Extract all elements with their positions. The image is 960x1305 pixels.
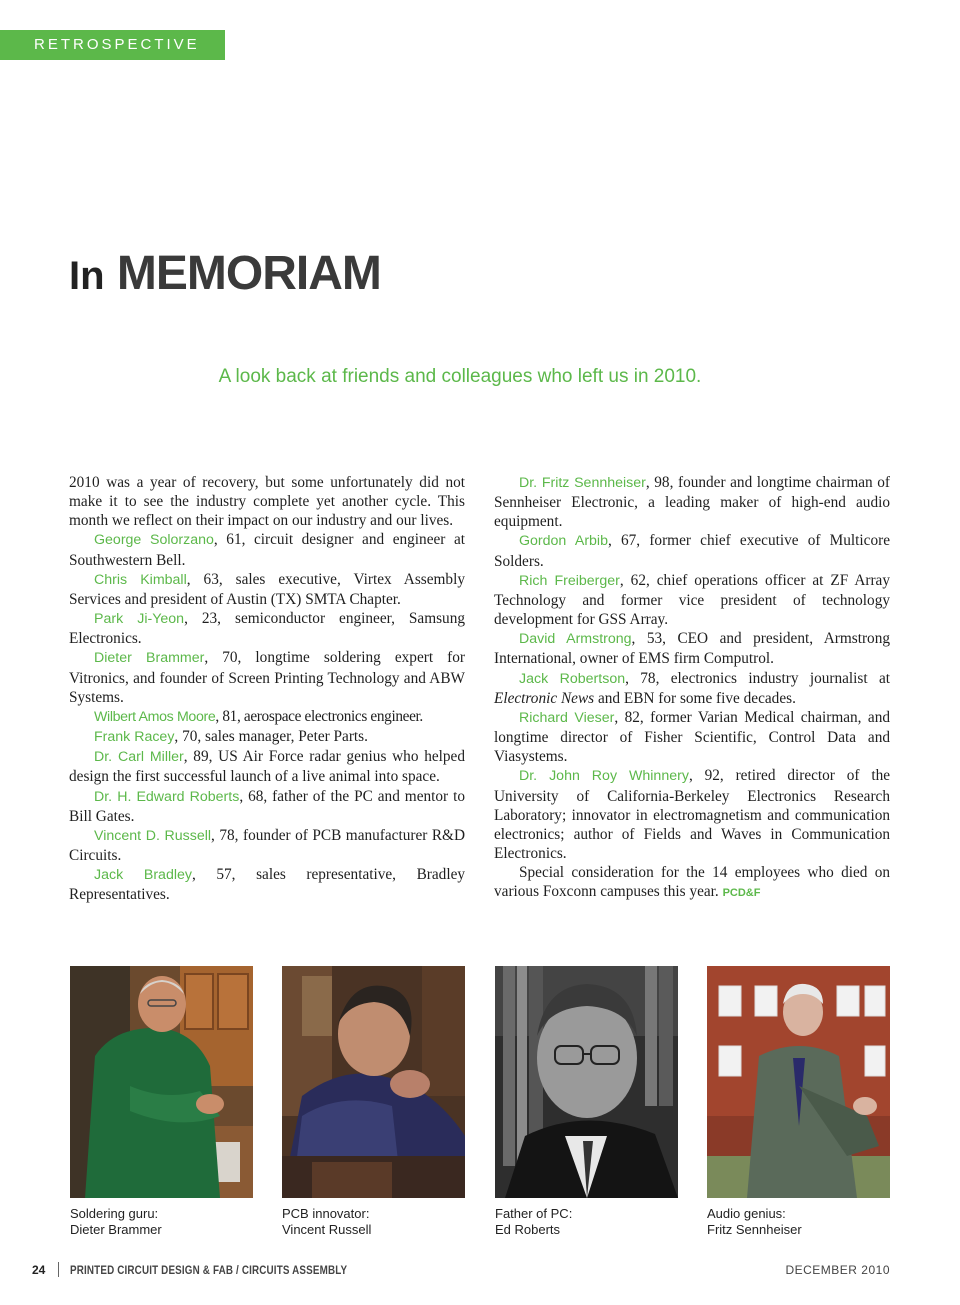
page-footer	[32, 1262, 890, 1278]
person-name: Dr. John Roy Whinnery	[519, 768, 689, 785]
caption-role: Soldering guru:	[70, 1206, 159, 1221]
person-name: Frank Racey	[94, 729, 175, 746]
person-description: , 70, longtime soldering expert for Vitronics, and founder of Screen Printing Technology and ABW Systems.	[69, 649, 465, 706]
memorial-entry	[69, 787, 465, 826]
person-name: George Solorzano	[94, 532, 214, 549]
person-description: , 23, semiconductor engineer, Samsung Electronics.	[69, 610, 465, 648]
person-description: , 62, chief operations officer at ZF Array Technology and former vice president of technology development for GSS Array.	[494, 571, 890, 629]
right-column	[494, 473, 890, 903]
memorial-entry	[69, 570, 465, 609]
caption-name: Fritz Sennheiser	[707, 1222, 802, 1237]
caption-role: PCB innovator:	[282, 1206, 370, 1221]
section-tag: RETROSPECTIVE	[0, 30, 225, 60]
person-description-end: and EBN for some five decades.	[594, 689, 796, 707]
memorial-entry	[494, 708, 890, 766]
title-main: MEMORIAM	[116, 247, 381, 300]
person-name: Dr. H. Edward Roberts	[94, 788, 240, 805]
caption-role: Audio genius:	[707, 1206, 786, 1221]
person-name: Jack Bradley	[94, 867, 192, 884]
memorial-entry	[69, 826, 465, 865]
photo-fritz-sennheiser	[707, 966, 890, 1198]
person-description: , 53, CEO and president, Armstrong International, owner of EMS firm Computrol.	[494, 630, 890, 668]
person-description: , 63, sales executive, Virtex Assembly Services and president of Austin (TX) SMTA Chapter.	[69, 570, 465, 608]
title-prefix: In	[69, 254, 105, 298]
person-description: , 78, founder of PCB manufacturer R&D Circuits.	[69, 826, 465, 864]
memorial-entry	[69, 648, 465, 706]
person-description: , 70, sales manager, Peter Parts.	[174, 728, 368, 746]
caption-name: Vincent Russell	[282, 1222, 372, 1237]
photo-dieter-brammer	[70, 966, 253, 1198]
memorial-entry	[69, 865, 465, 904]
person-name: Rich Freiberger	[519, 572, 620, 589]
person-name: Dr. Fritz Sennheiser	[519, 475, 646, 491]
photo-caption	[282, 1206, 472, 1238]
person-description: , 92, retired director of the University of California-Berkeley Electronics Research Laboratory; innovator in electromagnetism and communication electronics; author of Fields and Waves in Communication Electronics.	[494, 767, 891, 862]
page-number: 24	[32, 1263, 46, 1277]
end-mark: PCD&F	[722, 887, 761, 900]
memorial-entry	[494, 766, 890, 863]
person-description: , 78, electronics industry journalist at	[625, 669, 891, 687]
photo-caption	[70, 1206, 260, 1238]
person-name: David Armstrong	[519, 631, 632, 648]
photo-caption	[495, 1206, 685, 1238]
memorial-entry	[494, 629, 890, 668]
person-description: , 57, sales representative, Bradley Representatives.	[69, 866, 466, 904]
publication-name: PRINTED CIRCUIT DESIGN & FAB / CIRCUITS ASSEMBLY	[70, 1263, 348, 1277]
person-name: Gordon Arbib	[519, 533, 608, 550]
person-name: Park Ji-Yeon	[94, 611, 185, 628]
person-name: Jack Robertson	[519, 670, 626, 687]
subtitle: A look back at friends and colleagues who left us in 2010.	[218, 366, 702, 387]
caption-role: Father of PC:	[495, 1206, 573, 1221]
memorial-entry	[69, 707, 465, 727]
photo-ed-roberts	[495, 966, 678, 1198]
photo-caption	[707, 1206, 897, 1238]
person-description: , 81, aerospace electronics engineer.	[215, 707, 423, 725]
intro-paragraph: 2010 was a year of recovery, but some unfortunately did not make it to see the industry complete yet another cycle. This month we reflect on their impact on our industry and our lives.	[69, 474, 465, 530]
memorial-entry	[69, 727, 465, 747]
memorial-entry	[494, 473, 890, 531]
footer-divider	[58, 1262, 59, 1277]
left-column	[69, 473, 465, 904]
page-title	[69, 246, 381, 301]
caption-name: Ed Roberts	[495, 1222, 561, 1237]
person-description: , 82, former Varian Medical chairman, and longtime director of Fisher Scientific, Control Data and Viasystems.	[494, 708, 890, 766]
memorial-entry	[494, 571, 890, 629]
person-name: Vincent D. Russell	[94, 827, 212, 844]
closing-text: Special consideration for the 14 employees who died on various Foxconn campuses this year.	[494, 864, 890, 901]
person-name: Dieter Brammer	[94, 650, 205, 667]
person-description: , 68, father of the PC and mentor to Bill Gates.	[69, 787, 465, 825]
issue-date: DECEMBER 2010	[785, 1263, 890, 1277]
person-name: Richard Vieser	[519, 709, 615, 726]
closing-paragraph	[494, 863, 890, 903]
memorial-entry	[494, 669, 890, 708]
person-name: Chris Kimball	[94, 571, 187, 588]
publication-name: Electronic News	[494, 689, 595, 707]
memorial-entry	[69, 747, 465, 786]
person-description: , 67, former chief executive of Multicore Solders.	[494, 532, 890, 570]
caption-name: Dieter Brammer	[70, 1222, 162, 1237]
person-description: , 89, US Air Force radar genius who helped design the first successful launch of a live animal into space.	[69, 748, 465, 786]
memorial-entry	[69, 530, 465, 569]
person-name: Dr. Carl Miller	[94, 749, 184, 766]
person-description: , 98, founder and longtime chairman of Sennheiser Electronic, a leading maker of high-end audio equipment.	[494, 474, 890, 531]
photo-vincent-russell	[282, 966, 465, 1198]
memorial-entry	[69, 609, 465, 648]
memorial-entry	[494, 531, 890, 570]
person-description: , 61, circuit designer and engineer at Southwestern Bell.	[69, 531, 465, 569]
person-name: Wilbert Amos Moore	[94, 708, 216, 725]
